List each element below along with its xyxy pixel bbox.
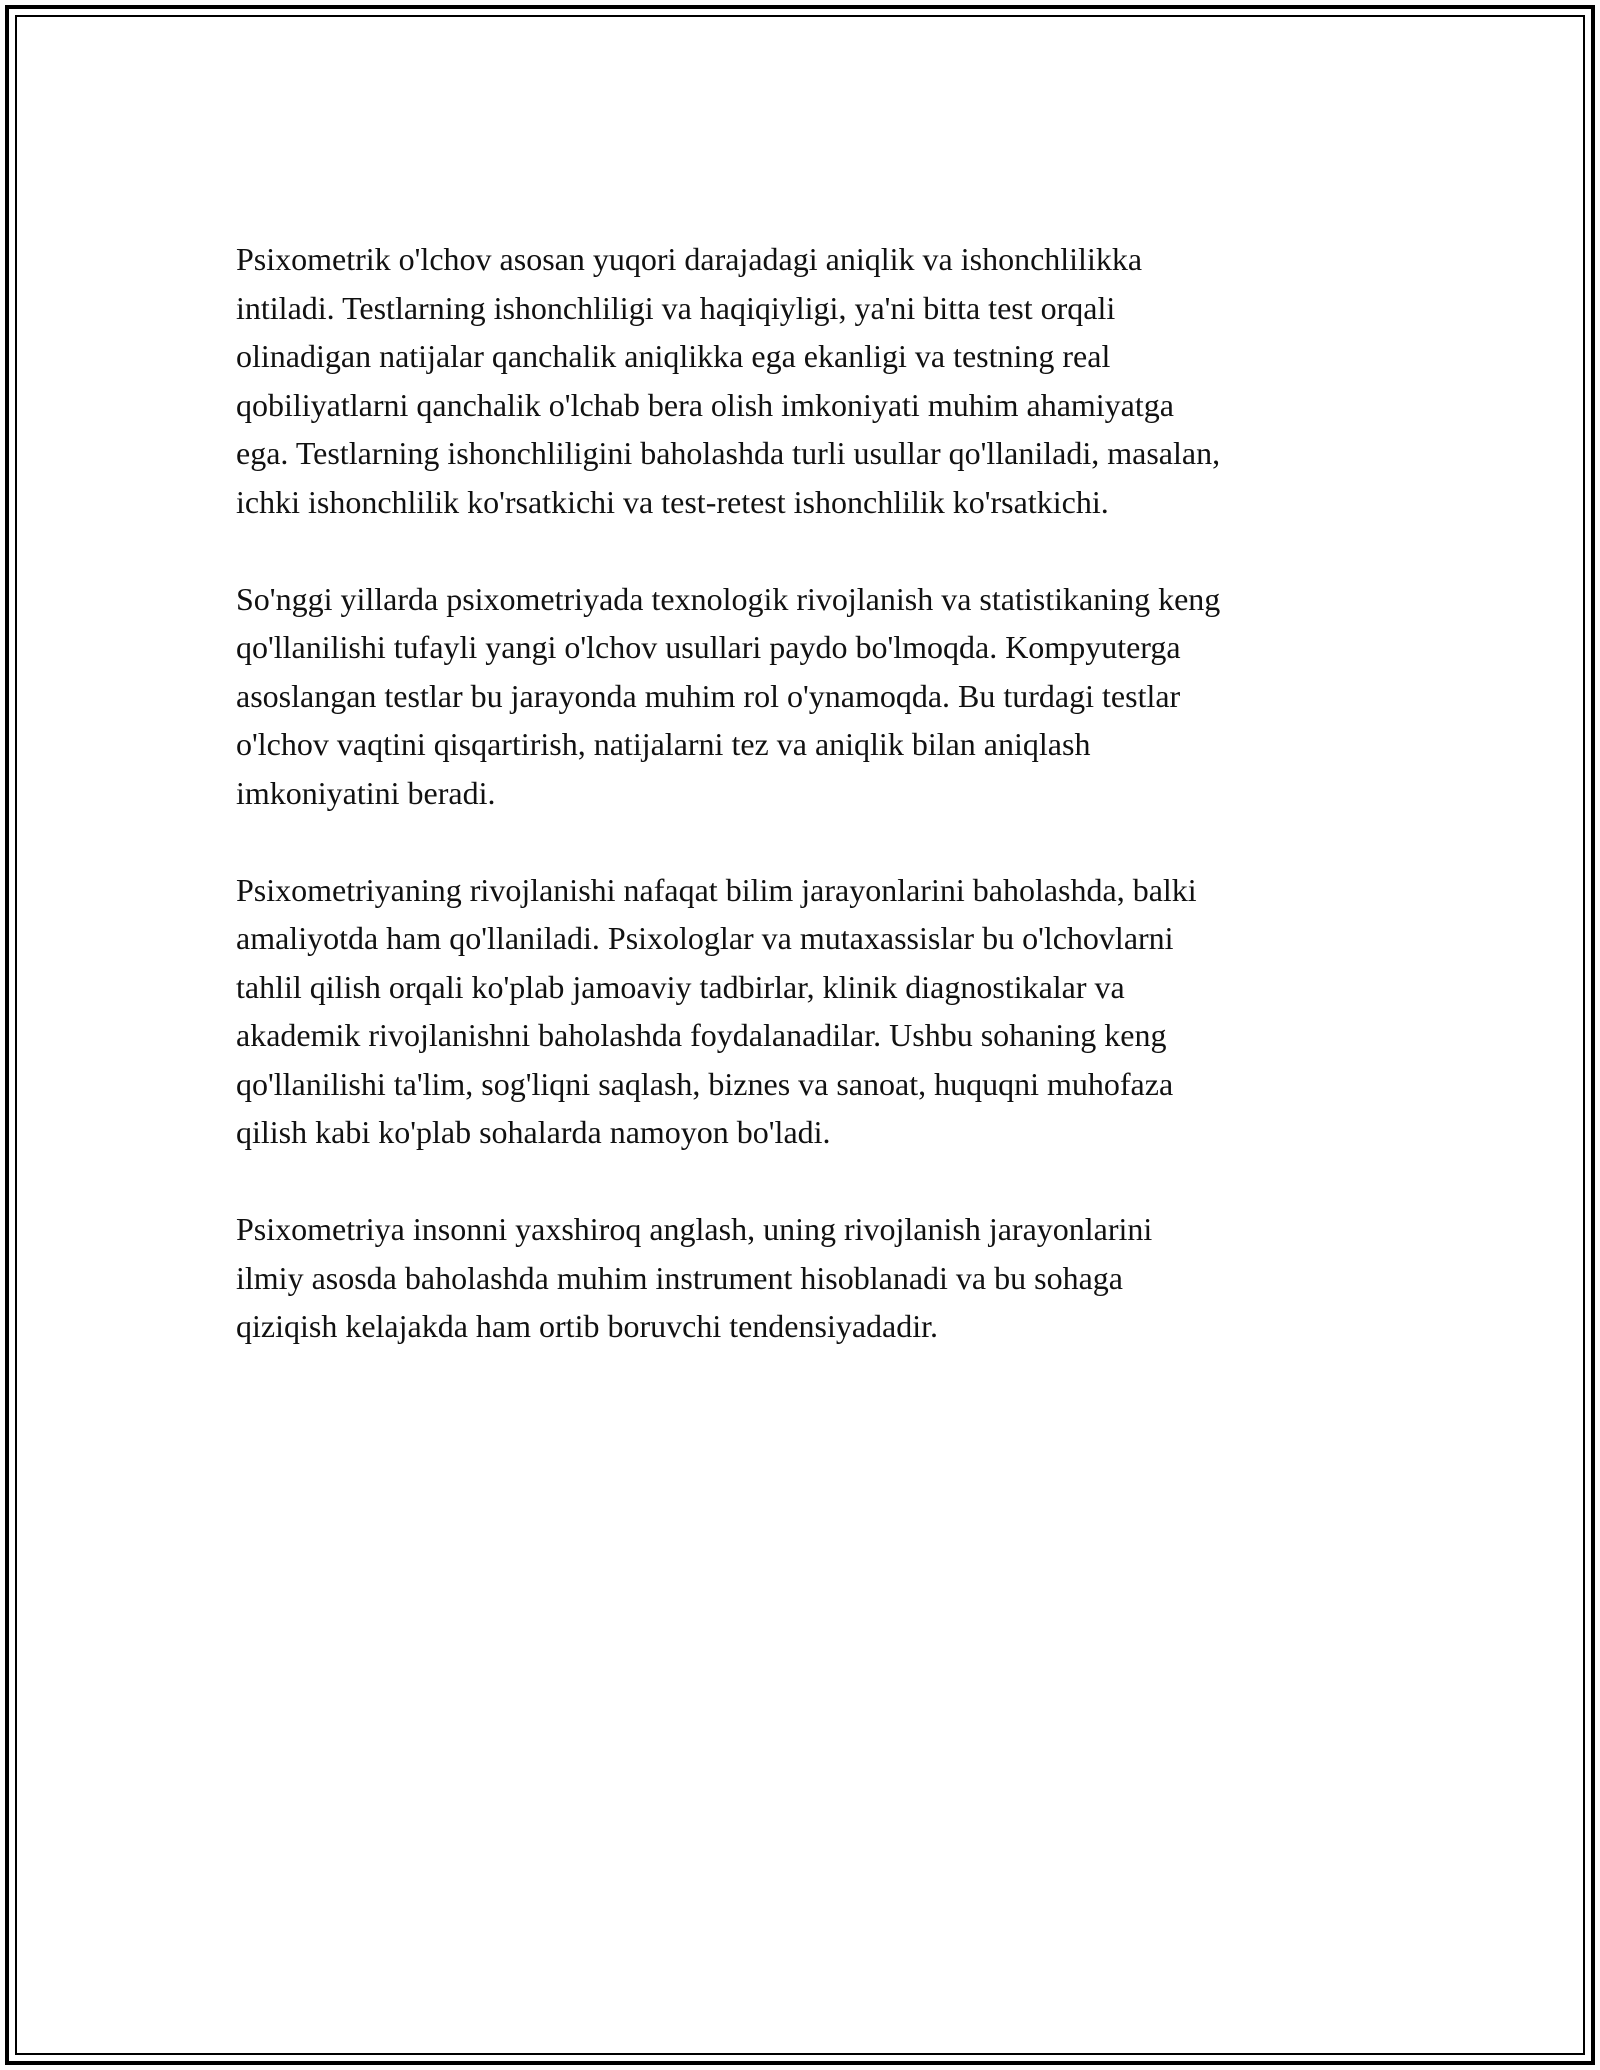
text-line: akademik rivojlanishni baholashda foydalanadilar. Ushbu sohaning keng bbox=[236, 1017, 1167, 1053]
text-line: qo'llanilishi tufayli yangi o'lchov usullari paydo bo'lmoqda. Kompyuterga bbox=[236, 629, 1181, 665]
text-line: intiladi. Testlarning ishonchliligi va haqiqiyligi, ya'ni bitta test orqali bbox=[236, 289, 1116, 326]
text-line: Psixometriyaning rivojlanishi nafaqat bilim jarayonlarini baholashda, balki bbox=[236, 871, 1197, 908]
text-line: amaliyotda ham qo'llaniladi. Psixologlar va mutaxassislar bu o'lchovlarni bbox=[236, 920, 1174, 956]
text-line: imkoniyatini beradi. bbox=[236, 774, 496, 811]
text-line: qiziqish kelajakda ham ortib boruvchi tendensiyadadir. bbox=[236, 1308, 939, 1344]
paragraph-1 bbox=[236, 235, 1386, 526]
paragraph-2 bbox=[236, 575, 1386, 818]
text-line: qobiliyatlarni qanchalik o'lchab bera olish imkoniyati muhim ahamiyatga bbox=[236, 386, 1174, 423]
text-line: Psixometrik o'lchov asosan yuqori darajadagi aniqlik va ishonchlilikka bbox=[236, 241, 1143, 277]
paragraph-3 bbox=[236, 866, 1386, 1157]
text-line: asoslangan testlar bu jarayonda muhim rol o'ynamoqda. Bu turdagi testlar bbox=[236, 677, 1181, 714]
text-line: qilish kabi ko'plab sohalarda namoyon bo'ladi. bbox=[236, 1114, 831, 1150]
text-line: Psixometriya insonni yaxshiroq anglash, uning rivojlanish jarayonlarini bbox=[236, 1211, 1153, 1247]
text-line: o'lchov vaqtini qisqartirish, natijalarni tez va aniqlik bilan aniqlash bbox=[236, 726, 1091, 762]
text-line: ichki ishonchlilik ko'rsatkichi va test-retest ishonchlilik ko'rsatkichi. bbox=[236, 483, 1109, 520]
text-line: tahlil qilish orqali ko'plab jamoaviy tadbirlar, klinik diagnostikalar va bbox=[236, 968, 1125, 1005]
text-line: So'nggi yillarda psixometriyada texnologik rivojlanish va statistikaning keng bbox=[236, 580, 1221, 617]
text-line: ilmiy asosda baholashda muhim instrument hisoblanadi va bu sohaga bbox=[236, 1259, 1123, 1296]
text-line: qo'llanilishi ta'lim, sog'liqni saqlash, biznes va sanoat, huquqni muhofaza bbox=[236, 1065, 1174, 1102]
text-line: ega. Testlarning ishonchliligini baholashda turli usullar qo'llaniladi, masalan, bbox=[236, 435, 1221, 471]
paragraph-4 bbox=[236, 1205, 1386, 1351]
document-body bbox=[236, 235, 1386, 1399]
text-line: olinadigan natijalar qanchalik aniqlikka ega ekanligi va testning real bbox=[236, 338, 1111, 374]
